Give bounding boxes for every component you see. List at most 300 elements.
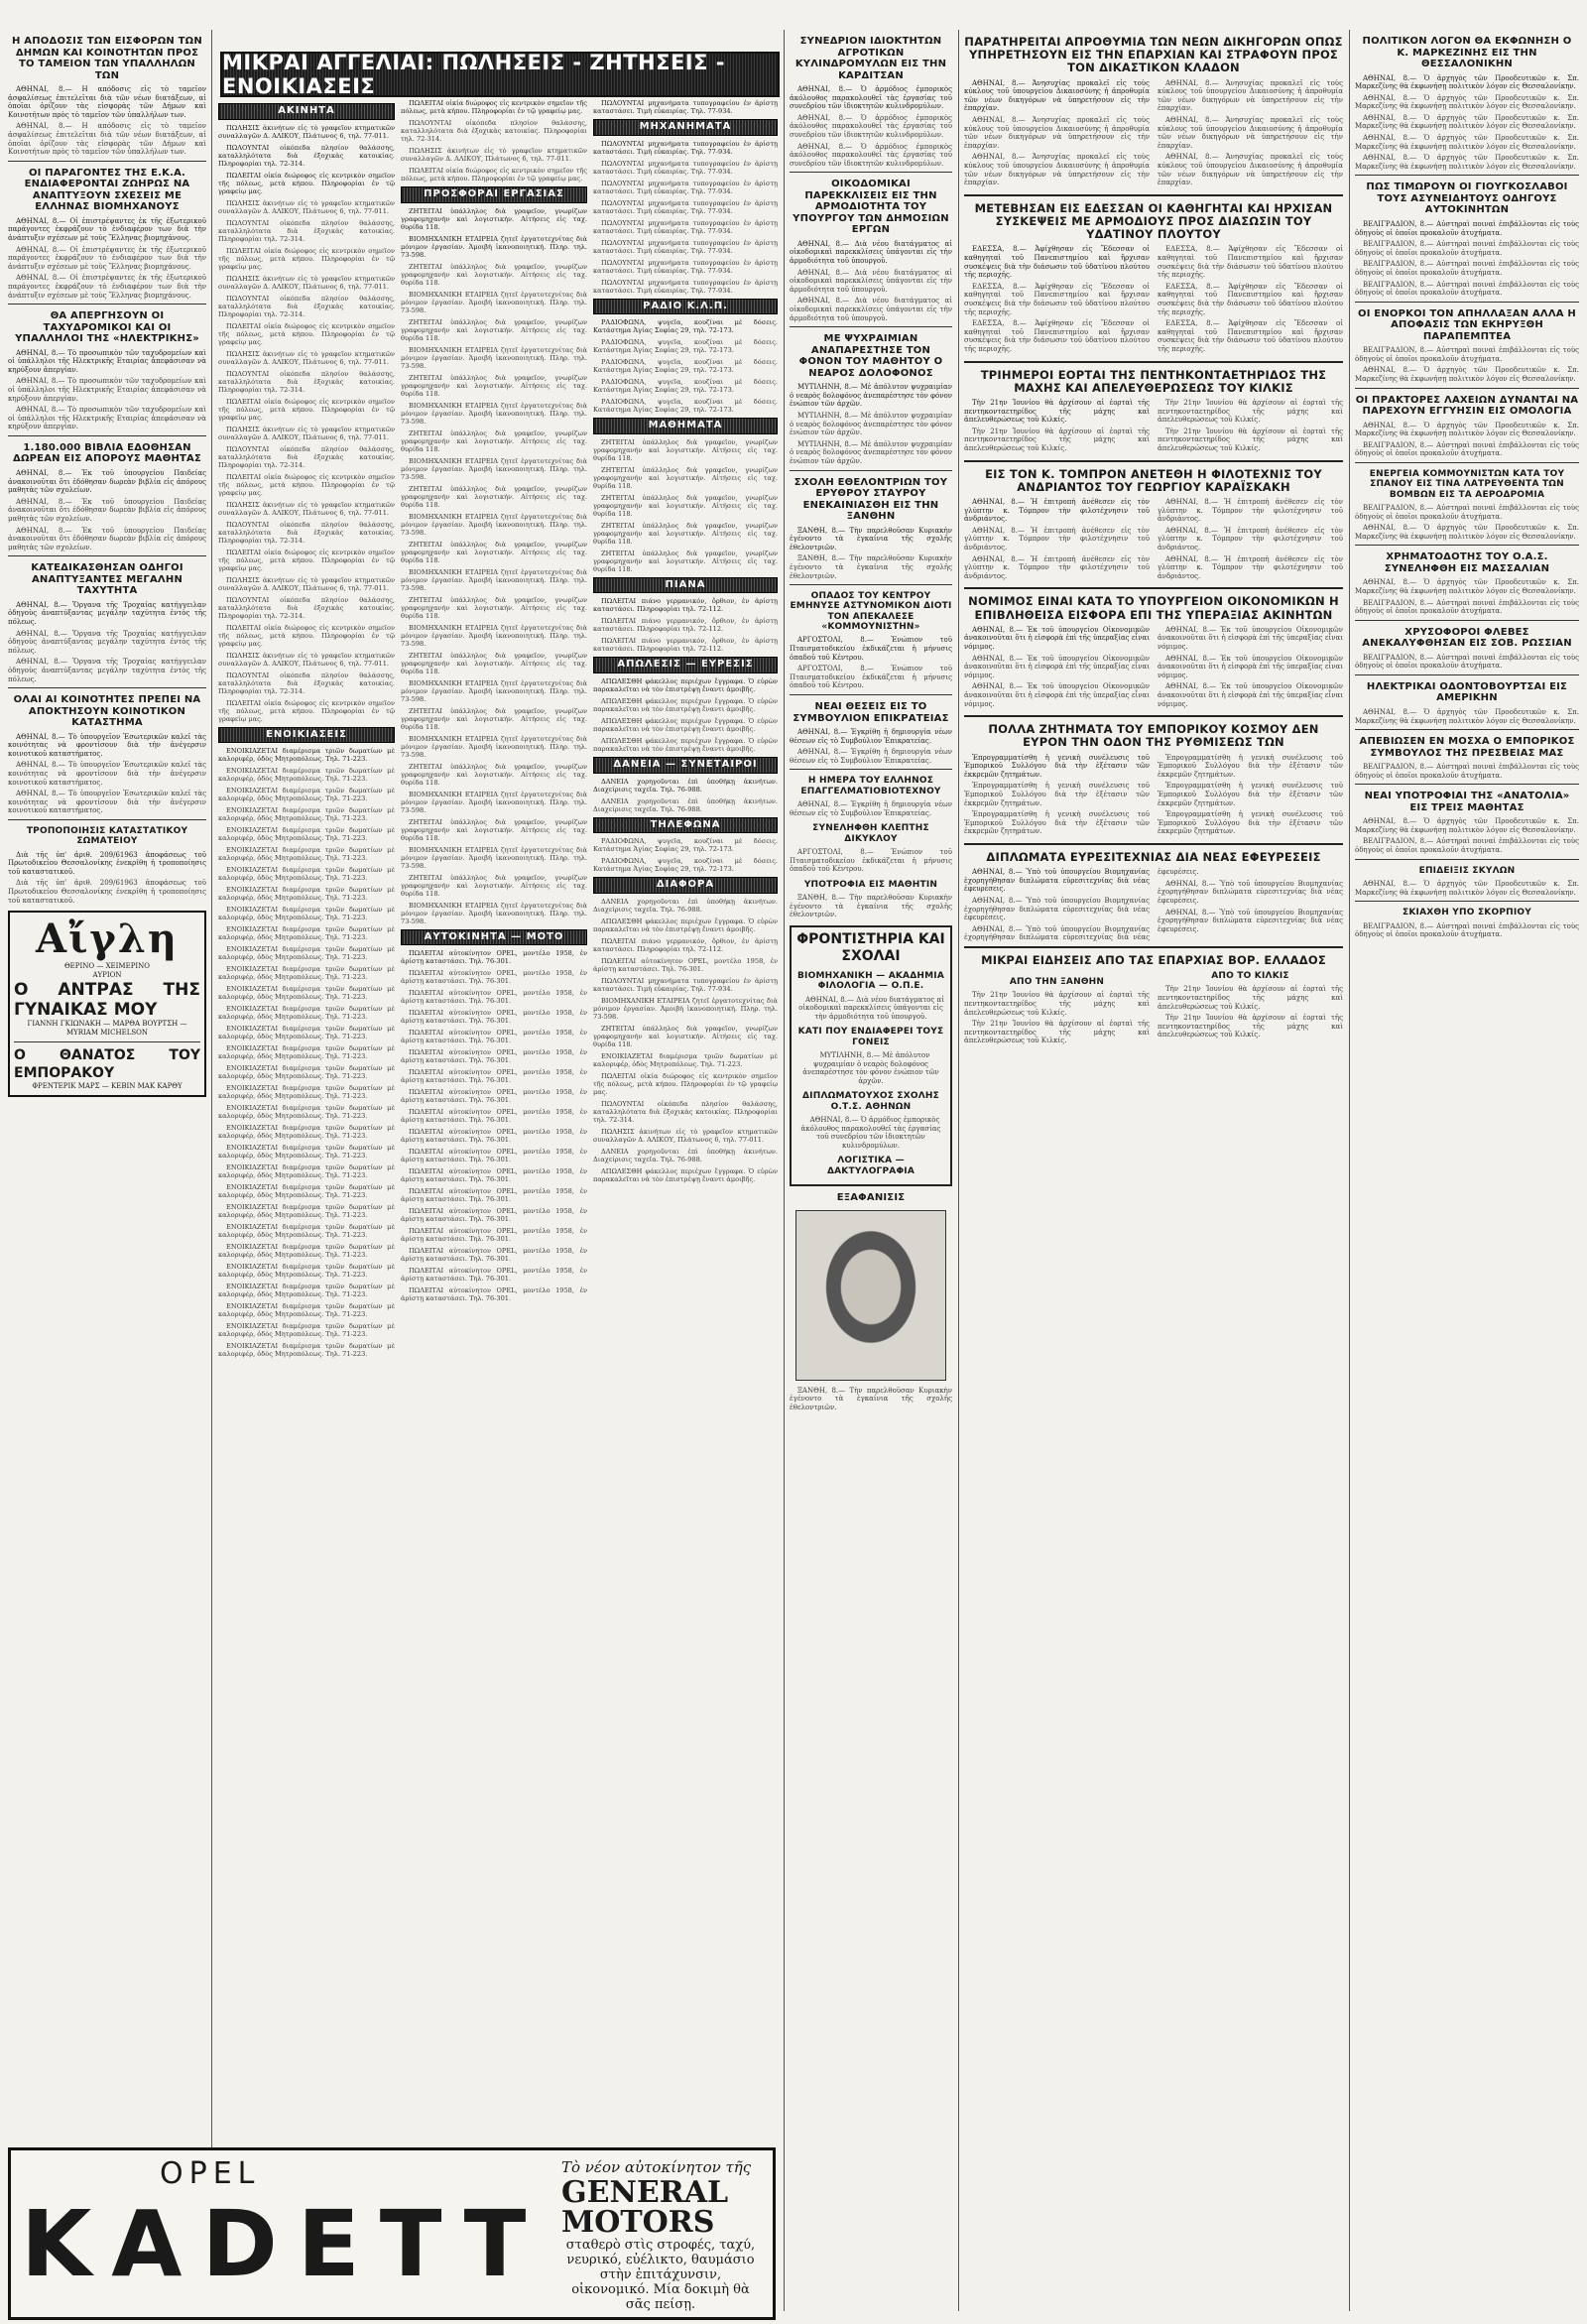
article-text: Ἐπρογραμματίσθη ἡ γενικὴ συνέλευσις τοῦ Ἐμπορικοῦ Συλλόγου διὰ τὴν ἐξέτασιν τῶν ἐκκρεμῶν ζητημάτων. <box>1158 753 1343 779</box>
article-text: ΑΘΗΝΑΙ, 8.— Ὁ ἀρχηγὸς τῶν Προοδευτικῶν κ. Σπ. Μαρκεζίνης θὰ ἐκφωνήσῃ πολιτικὸν λόγον εἰς Θεσσαλονίκην. <box>1355 880 1579 897</box>
classified-ad: ΠΩΛΕΙΤΑΙ αὐτοκίνητον OPEL, μοντέλο 1958, ἐν ἀρίστῃ καταστάσει. Τηλ. 76-301. <box>401 989 587 1006</box>
classified-ad: ΠΩΛΕΙΤΑΙ αὐτοκίνητον OPEL, μοντέλο 1958, ἐν ἀρίστῃ καταστάσει. Τηλ. 76-301. <box>401 1108 587 1125</box>
column-1 <box>8 30 206 1999</box>
classified-ad: ΠΩΛΟΥΝΤΑΙ οἰκόπεδα πλησίον θαλάσσης, καταλληλότατα διὰ ἐξοχικὰς κατοικίας. Πληροφορίαι τηλ. 72-314. <box>218 369 395 394</box>
headline: ΣΚΙΑΧΘΗ ΥΠΟ ΣΚΟΡΠΙΟΥ <box>1403 908 1531 918</box>
classified-ad: ΕΝΟΙΚΙΑΖΕΤΑΙ διαμέρισμα τριῶν δωματίων μὲ καλοριφέρ, ὁδὸς Μητροπόλεως. Τηλ. 71-223. <box>218 866 395 883</box>
classified-ad: ΕΝΟΙΚΙΑΖΕΤΑΙ διαμέρισμα τριῶν δωματίων μὲ καλοριφέρ, ὁδὸς Μητροπόλεως. Τηλ. 71-223. <box>218 1223 395 1240</box>
article-text: Ἐπρογραμματίσθη ἡ γενικὴ συνέλευσις τοῦ Ἐμπορικοῦ Συλλόγου διὰ τὴν ἐξέτασιν τῶν ἐκκρεμῶν ζητημάτων. <box>964 753 1150 779</box>
headline: ΤΡΙΗΜΕΡΟΙ ΕΟΡΤΑΙ ΤΗΣ ΠΕΝΤΗΚΟΝΤΑΕΤΗΡΙΔΟΣ ΤΗΣ ΜΑΧΗΣ ΚΑΙ ΑΠΕΛΕΥΘΕΡΩΣΕΩΣ ΤΟΥ ΚΙΛΚΙΣ <box>980 367 1327 395</box>
classified-ad: ΠΩΛΟΥΝΤΑΙ οἰκόπεδα πλησίον θαλάσσης, καταλληλότατα διὰ ἐξοχικὰς κατοικίας. Πληροφορίαι τηλ. 72-314. <box>218 671 395 695</box>
classified-ad: ΠΩΛΕΙΤΑΙ οἰκία διώροφος εἰς κεντρικὸν σημεῖον τῆς πόλεως, μετὰ κήπου. Πληροφορίαι ἐν τῷ γραφείῳ μας. <box>218 623 395 648</box>
classified-ad: ΕΝΟΙΚΙΑΖΕΤΑΙ διαμέρισμα τριῶν δωματίων μὲ καλοριφέρ, ὁδὸς Μητροπόλεως. Τηλ. 71-223. <box>218 806 395 823</box>
ad-tagline: Τὸ νέον αὐτοκίνητον τῆς <box>561 2158 752 2176</box>
classified-ad: ΠΩΛΕΙΤΑΙ αὐτοκίνητον OPEL, μοντέλο 1958, ἐν ἀρίστῃ καταστάσει. Τηλ. 76-301. <box>593 956 778 973</box>
article-text: ΑΘΗΝΑΙ, 8.— Ὁ ἀρχηγὸς τῶν Προοδευτικῶν κ. Σπ. Μαρκεζίνης θὰ ἐκφωνήσῃ πολιτικὸν λόγον εἰς Θεσσαλονίκην. <box>1355 93 1579 111</box>
classified-ad: ΕΝΟΙΚΙΑΖΕΤΑΙ διαμέρισμα τριῶν δωματίων μὲ καλοριφέρ, ὁδὸς Μητροπόλεως. Τηλ. 71-223. <box>218 1064 395 1081</box>
article-text: ΑΘΗΝΑΙ, 8.— Ὑπὸ τοῦ ὑπουργείου Βιομηχανίας ἐχορηγήθησαν διπλώματα εὑρεσιτεχνίας διὰ νέας ἐφευρέσεις. <box>964 896 1150 922</box>
article-text: ΑΘΗΝΑΙ, 8.— Διὰ νέου διατάγματος αἱ οἰκοδομικαὶ παρεκκλίσεις ὑπάγονται εἰς τὴν ἁρμοδιότητα τοῦ ὑπουργοῦ. <box>790 268 952 294</box>
headline: ΜΕ ΨΥΧΡΑΙΜΙΑΝ ΑΝΑΠΑΡΕΣΤΗΣΕ ΤΟΝ ΦΟΝΟΝ ΤΟΥ ΜΑΘΗΤΟΥ Ο ΝΕΑΡΟΣ ΔΟΛΟΦΟΝΟΣ <box>798 333 943 379</box>
article-text: ΑΘΗΝΑΙ, 8.— Ἐκ τοῦ ὑπουργείου Παιδείας ἀνακοινοῦται ὅτι ἐδόθησαν δωρεὰν βιβλία εἰς ἀπόρους μαθητὰς τῶν σχολείων. <box>8 497 206 523</box>
article-text: ΑΘΗΝΑΙ, 8.— Ὁ ἀρμόδιος ἐμπορικὸς ἀκόλουθος παρακολουθεῖ τὰς ἐργασίας τοῦ συνεδρίου τῶν ἰδιοκτητῶν κυλινδρομύλων. <box>790 113 952 139</box>
article-text: ΑΘΗΝΑΙ, 8.— Ἐκ τοῦ ὑπουργείου Οἰκονομικῶν ἀνακοινοῦται ὅτι ἡ εἰσφορὰ ἐπὶ τῆς ὑπεραξίας εἶναι νόμιμος. <box>1158 654 1343 679</box>
edu-subtitle: ΔΙΠΛΩΜΑΤΟΥΧΟΣ ΣΧΟΛΗΣ Ο.Τ.Σ. ΑΘΗΝΩΝ <box>802 1091 939 1112</box>
article-text: Τὴν 21ην Ἰουνίου θὰ ἀρχίσουν αἱ ἑορταὶ τῆς πεντηκονταετηρίδος τῆς μάχης καὶ ἀπελευθερώσεως τοῦ Κιλκίς. <box>1158 399 1343 425</box>
classified-ad: ΠΩΛΕΙΤΑΙ αὐτοκίνητον OPEL, μοντέλο 1958, ἐν ἀρίστῃ καταστάσει. Τηλ. 76-301. <box>401 1247 587 1264</box>
category-header: ΜΑΘΗΜΑΤΑ <box>593 418 778 434</box>
classified-ad: ΕΝΟΙΚΙΑΖΕΤΑΙ διαμέρισμα τριῶν δωματίων μὲ καλοριφέρ, ὁδὸς Μητροπόλεως. Τηλ. 71-223. <box>218 886 395 903</box>
headline: ΚΑΤΕΔΙΚΑΣΘΗΣΑΝ ΟΔΗΓΟΙ ΑΝΑΠΤΥΞΑΝΤΕΣ ΜΕΓΑΛΗΝ ΤΑΧΥΤΗΤΑ <box>31 562 183 597</box>
classified-ad: ΕΝΟΙΚΙΑΖΕΤΑΙ διαμέρισμα τριῶν δωματίων μὲ καλοριφέρ, ὁδὸς Μητροπόλεως. Τηλ. 71-223. <box>218 747 395 764</box>
article-text: ΑΘΗΝΑΙ, 8.— Ὁ ἀρχηγὸς τῶν Προοδευτικῶν κ. Σπ. Μαρκεζίνης θὰ ἐκφωνήσῃ πολιτικὸν λόγον εἰς Θεσσαλονίκην. <box>1355 113 1579 131</box>
article-text: ΑΘΗΝΑΙ, 8.— Τὸ ὑπουργεῖον Ἐσωτερικῶν καλεῖ τὰς κοινότητας νὰ φροντίσουν διὰ τὴν ἀνέγερσιν κοινοτικοῦ καταστήματος. <box>8 732 206 758</box>
classified-ad: ΔΑΝΕΙΑ χορηγοῦνται ἐπὶ ὑποθήκῃ ἀκινήτων. Διαχείρισις ταχεῖα. Τηλ. 76-988. <box>593 897 778 914</box>
classified-ad: ΕΝΟΙΚΙΑΖΕΤΑΙ διαμέρισμα τριῶν δωματίων μὲ καλοριφέρ, ὁδὸς Μητροπόλεως. Τηλ. 71-223. <box>218 1243 395 1260</box>
article-text: ΑΡΓΟΣΤΟΛΙ, 8.— Ἐνώπιον τοῦ Πταισματοδικείου ἐκδικάζεται ἡ μήνυσις ὀπαδοῦ τοῦ Κέντρου. <box>790 847 952 874</box>
classified-ad: ΖΗΤΕΙΤΑΙ ὑπάλληλος διὰ γραφεῖον, γνωρίζων γραφομηχανήν καὶ λογιστικήν. Αἰτήσεις εἰς ταχ. θυρίδα 118. <box>593 549 778 573</box>
article-text: ΞΑΝΘΗ, 8.— Τὴν παρελθοῦσαν Κυριακὴν ἐγένοντο τὰ ἐγκαίνια τῆς σχολῆς ἐθελοντριῶν. <box>790 894 952 919</box>
headline: ΕΙΣ ΤΟΝ Κ. ΤΟΜΠΡΟΝ ΑΝΕΤΕΘΗ Η ΦΙΛΟΤΕΧΝΙΣ ΤΟΥ ΑΝΔΡΙΑΝΤΟΣ ΤΟΥ ΓΕΩΡΓΙΟΥ ΚΑΡΑΪΣΚΑΚΗ <box>985 466 1322 494</box>
classified-ad: ΡΑΔΙΟΦΩΝΑ, ψυγεῖα, κουζίναι μὲ δόσεις. Κατάστημα Ἀγίας Σοφίας 29, τηλ. 72-173. <box>593 378 778 395</box>
article-text: ΑΘΗΝΑΙ, 8.— Ἐγκρίθη ἡ δημιουργία νέων θέσεων εἰς τὸ Συμβούλιον Ἐπικρατείας. <box>790 748 952 765</box>
classified-ad: ΕΝΟΙΚΙΑΖΕΤΑΙ διαμέρισμα τριῶν δωματίων μὲ καλοριφέρ, ὁδὸς Μητροπόλεως. Τηλ. 71-223. <box>218 945 395 962</box>
article-text: ΑΘΗΝΑΙ, 8.— Ὁ ἀρχηγὸς τῶν Προοδευτικῶν κ. Σπ. Μαρκεζίνης θὰ ἐκφωνήσῃ πολιτικὸν λόγον εἰς Θεσσαλονίκην. <box>1355 578 1579 595</box>
classified-ad: ΕΝΟΙΚΙΑΖΕΤΑΙ διαμέρισμα τριῶν δωματίων μὲ καλοριφέρ, ὁδὸς Μητροπόλεως. Τηλ. 71-223. <box>218 1104 395 1121</box>
classified-ad: ΠΩΛΕΙΤΑΙ οἰκία διώροφος εἰς κεντρικὸν σημεῖον τῆς πόλεως, μετὰ κήπου. Πληροφορίαι ἐν τῷ γραφείῳ μας. <box>218 698 395 723</box>
classified-ad: ΖΗΤΕΙΤΑΙ ὑπάλληλος διὰ γραφεῖον, γνωρίζων γραφομηχανήν καὶ λογιστικήν. Αἰτήσεις εἰς ταχ. θυρίδα 118. <box>593 437 778 462</box>
headline: ΑΠΟ ΤΗΝ ΞΑΝΘΗΝ <box>1009 977 1105 988</box>
classified-ad: ΔΑΝΕΙΑ χορηγοῦνται ἐπὶ ὑποθήκῃ ἀκινήτων. Διαχείρισις ταχεῖα. Τηλ. 76-988. <box>593 796 778 813</box>
classified-ad: ΡΑΔΙΟΦΩΝΑ, ψυγεῖα, κουζίναι μὲ δόσεις. Κατάστημα Ἀγίας Σοφίας 29, τηλ. 72-173. <box>593 318 778 335</box>
category-header: ΑΚΙΝΗΤΑ <box>218 103 395 120</box>
classified-ad: ΠΩΛΕΙΤΑΙ αὐτοκίνητον OPEL, μοντέλο 1958, ἐν ἀρίστῃ καταστάσει. Τηλ. 76-301. <box>401 949 587 966</box>
article-text: ΒΕΛΙΓΡΑΔΙΟΝ, 8.— Αὐστηραὶ ποιναὶ ἐπιβάλλονται εἰς τοὺς ὁδηγοὺς οἱ ὁποῖοι προκαλοῦν ἀτυχήματα. <box>1355 503 1579 521</box>
headline: ΑΠΟ ΤΟ ΚΙΛΚΙΣ <box>1211 971 1289 982</box>
classified-ad: ΠΩΛΕΙΤΑΙ αὐτοκίνητον OPEL, μοντέλο 1958, ἐν ἀρίστῃ καταστάσει. Τηλ. 76-301. <box>401 1167 587 1184</box>
headline: ΤΡΟΠΟΠΟΙΗΣΙΣ ΚΑΤΑΣΤΑΤΙΚΟΥ ΣΩΜΑΤΕΙΟΥ <box>26 825 188 847</box>
classified-ad: ΖΗΤΕΙΤΑΙ ὑπάλληλος διὰ γραφεῖον, γνωρίζων γραφομηχανήν καὶ λογιστικήν. Αἰτήσεις εἰς ταχ. θυρίδα 118. <box>401 817 587 842</box>
article-text: ΜΥΤΙΛΗΝΗ, 8.— Μὲ ἀπόλυτον ψυχραιμίαν ὁ νεαρὸς δολοφόνος ἀνεπαρέστησε τὸν φόνον ἐνώπιον τῶν ἀρχῶν. <box>790 439 952 465</box>
column-rule <box>958 30 959 2311</box>
column-4 <box>790 30 952 2311</box>
article-text: ΕΔΕΣΣΑ, 8.— Ἀφίχθησαν εἰς Ἔδεσσαν οἱ καθηγηταὶ τοῦ Πανεπιστημίου καὶ ἤρχισαν συσκέψεις διὰ τὴν διάσωσιν τοῦ ὑδατίνου πλούτου τῆς περιοχῆς. <box>1158 245 1343 280</box>
classified-ad: ΔΑΝΕΙΑ χορηγοῦνται ἐπὶ ὑποθήκῃ ἀκινήτων. Διαχείρισις ταχεῖα. Τηλ. 76-988. <box>593 1147 778 1163</box>
article-text: ΕΔΕΣΣΑ, 8.— Ἀφίχθησαν εἰς Ἔδεσσαν οἱ καθηγηταὶ τοῦ Πανεπιστημίου καὶ ἤρχισαν συσκέψεις διὰ τὴν διάσωσιν τοῦ ὑδατίνου πλούτου τῆς περιοχῆς. <box>1158 282 1343 316</box>
classified-ad: ΠΩΛΕΙΤΑΙ αὐτοκίνητον OPEL, μοντέλο 1958, ἐν ἀρίστῃ καταστάσει. Τηλ. 76-301. <box>401 1207 587 1224</box>
article-text: ΑΘΗΝΑΙ, 8.— Ἀνησυχίας προκαλεῖ εἰς τοὺς κύκλους τοῦ ὑπουργείου Δικαιοσύνης ἡ ἀπροθυμία τῶν νέων δικηγόρων νὰ ὑπηρετήσουν εἰς τὴν ἐπαρχίαν. <box>964 153 1150 187</box>
classified-ad: ΠΩΛΟΥΝΤΑΙ μηχανήματα τυπογραφείου ἐν ἀρίστῃ καταστάσει. Τιμὴ εὐκαιρίας. Τηλ. 77-934. <box>593 218 778 235</box>
headline: ΧΡΗΜΑΤΟΔΟΤΗΣ ΤΟΥ Ο.Α.Σ. ΣΥΝΕΛΗΦΘΗ ΕΙΣ ΜΑΣΣΑΛΙΑΝ <box>1384 551 1550 574</box>
article-text: ΑΘΗΝΑΙ, 8.— Ὅργανα τῆς Τροχαίας κατήγγειλαν ὁδηγοὺς ἀναπτύξαντας μεγάλην ταχύτητα ἐντὸς τῆς πόλεως. <box>8 600 206 626</box>
article-text: ΜΥΤΙΛΗΝΗ, 8.— Μὲ ἀπόλυτον ψυχραιμίαν ὁ νεαρὸς δολοφόνος ἀνεπαρέστησε τὸν φόνον ἐνώπιον τῶν ἀρχῶν. <box>790 411 952 437</box>
classified-ad: ΕΝΟΙΚΙΑΖΕΤΑΙ διαμέρισμα τριῶν δωματίων μὲ καλοριφέρ, ὁδὸς Μητροπόλεως. Τηλ. 71-223. <box>593 1051 778 1068</box>
classified-ad: ΡΑΔΙΟΦΩΝΑ, ψυγεῖα, κουζίναι μὲ δόσεις. Κατάστημα Ἀγίας Σοφίας 29, τηλ. 72-173. <box>593 857 778 874</box>
article-text: ΑΘΗΝΑΙ, 8.— Ὑπὸ τοῦ ὑπουργείου Βιομηχανίας ἐχορηγήθησαν διπλώματα εὑρεσιτεχνίας διὰ νέας ἐφευρέσεις. <box>1158 879 1343 905</box>
article-text: ΑΘΗΝΑΙ, 8.— Ὁ ἀρχηγὸς τῶν Προοδευτικῶν κ. Σπ. Μαρκεζίνης θὰ ἐκφωνήσῃ πολιτικὸν λόγον εἰς Θεσσαλονίκην. <box>1355 73 1579 91</box>
classified-ad: ΕΝΟΙΚΙΑΖΕΤΑΙ διαμέρισμα τριῶν δωματίων μὲ καλοριφέρ, ὁδὸς Μητροπόλεως. Τηλ. 71-223. <box>218 1283 395 1299</box>
classified-ad: ΖΗΤΕΙΤΑΙ ὑπάλληλος διὰ γραφεῖον, γνωρίζων γραφομηχανήν καὶ λογιστικήν. Αἰτήσεις εἰς ταχ. θυρίδα 118. <box>401 706 587 731</box>
category-header: ΤΗΛΕΦΩΝΑ <box>593 817 778 834</box>
classified-ad: ΒΙΟΜΗΧΑΝΙΚΗ ΕΤΑΙΡΕΙΑ ζητεῖ ἐργατοτεχνίτας διὰ μόνιμον ἐργασίαν. Ἀμοιβὴ ἱκανοποιητική. Πληρ. τηλ. 73-598. <box>401 734 587 759</box>
classified-ad: ΒΙΟΜΗΧΑΝΙΚΗ ΕΤΑΙΡΕΙΑ ζητεῖ ἐργατοτεχνίτας διὰ μόνιμον ἐργασίαν. Ἀμοιβὴ ἱκανοποιητική. Πληρ. τηλ. 73-598. <box>401 401 587 426</box>
article-text: Ἐπρογραμματίσθη ἡ γενικὴ συνέλευσις τοῦ Ἐμπορικοῦ Συλλόγου διὰ τὴν ἐξέτασιν τῶν ἐκκρεμῶν ζητημάτων. <box>1158 782 1343 807</box>
classified-ad: ΠΩΛΗΣΙΣ ἀκινήτων εἰς τὸ γραφεῖον κτηματικῶν συναλλαγῶν Δ. ΑΛΙΚΟΥ, Πλάτωνος 6, τηλ. 77-011. <box>218 500 395 517</box>
classified-ad: ΠΩΛΗΣΙΣ ἀκινήτων εἰς τὸ γραφεῖον κτηματικῶν συναλλαγῶν Δ. ΑΛΙΚΟΥ, Πλάτωνος 6, τηλ. 77-011. <box>218 575 395 592</box>
column-5 <box>964 30 1343 2311</box>
headline: ΟΛΑΙ ΑΙ ΚΟΙΝΟΤΗΤΕΣ ΠΡΕΠΕΙ ΝΑ ΑΠΟΚΤΗΣΟΥΝ ΚΟΙΝΟΤΙΚΟΝ ΚΑΤΑΣΤΗΜΑ <box>13 694 201 729</box>
article-text: ΑΘΗΝΑΙ, 8.— Ὁ ἀρχηγὸς τῶν Προοδευτικῶν κ. Σπ. Μαρκεζίνης θὰ ἐκφωνήσῃ πολιτικὸν λόγον εἰς Θεσσαλονίκην. <box>1355 817 1579 834</box>
ad-description: σταθερὸ στὶς στροφές, ταχύ, νευρικό, εὐέλικτο, θαυμάσιο στὴν ἐπιτάχυνσιν, οἰκονομικό. Μία δοκιμὴ θὰ σᾶς πείσῃ. <box>565 2238 756 2312</box>
article-text: ΑΘΗΝΑΙ, 8.— Ἡ ἐπιτροπὴ ἀνέθεσεν εἰς τὸν γλύπτην κ. Τόμπρον τὴν φιλοτέχνησιν τοῦ ἀνδριάντος. <box>1158 554 1343 580</box>
category-header: ΔΙΑΦΟΡΑ <box>593 877 778 894</box>
headline: ΟΙΚΟΔΟΜΙΚΑΙ ΠΑΡΕΚΚΛΙΣΕΙΣ ΕΙΣ ΤΗΝ ΑΡΜΟΔΙΟΤΗΤΑ ΤΟΥ ΥΠΟΥΡΓΟΥ ΤΩΝ ΔΗΜΟΣΙΩΝ ΕΡΓΩΝ <box>793 179 949 236</box>
article-text: ΒΕΛΙΓΡΑΔΙΟΝ, 8.— Αὐστηραὶ ποιναὶ ἐπιβάλλονται εἰς τοὺς ὁδηγοὺς οἱ ὁποῖοι προκαλοῦν ἀτυχήματα. <box>1355 219 1579 237</box>
cinema-name: Αἴγλη <box>36 916 179 963</box>
article-text: ΑΘΗΝΑΙ, 8.— Οἱ ἐπιστρέψαντες ἐκ τῆς ἐξωτερικοῦ παράγοντες ἐκφράζουν τὸ ἐνδιαφέρον των διὰ τὴν ἀνάπτυξιν σχέσεων μὲ τοὺς Ἕλληνας βιομηχάνους. <box>8 245 206 271</box>
category-header: ΑΠΩΛΕΣΙΣ — ΕΥΡΕΣΙΣ <box>593 657 778 673</box>
article-text: ΑΘΗΝΑΙ, 8.— Ἀνησυχίας προκαλεῖ εἰς τοὺς κύκλους τοῦ ὑπουργείου Δικαιοσύνης ἡ ἀπροθυμία τῶν νέων δικηγόρων νὰ ὑπηρετήσουν εἰς τὴν ἐπαρχίαν. <box>1158 116 1343 150</box>
article-text: ΒΕΛΙΓΡΑΔΙΟΝ, 8.— Αὐστηραὶ ποιναὶ ἐπιβάλλονται εἰς τοὺς ὁδηγοὺς οἱ ὁποῖοι προκαλοῦν ἀτυχήματα. <box>1355 240 1579 257</box>
article-text: ΑΘΗΝΑΙ, 8.— Τὸ ὑπουργεῖον Ἐσωτερικῶν καλεῖ τὰς κοινότητας νὰ φροντίσουν διὰ τὴν ἀνέγερσιν κοινοτικοῦ καταστήματος. <box>8 761 206 787</box>
classified-ad: ΕΝΟΙΚΙΑΖΕΤΑΙ διαμέρισμα τριῶν δωματίων μὲ καλοριφέρ, ὁδὸς Μητροπόλεως. Τηλ. 71-223. <box>218 965 395 982</box>
article-text: Τὴν 21ην Ἰουνίου θὰ ἀρχίσουν αἱ ἑορταὶ τῆς πεντηκονταετηρίδος τῆς μάχης καὶ ἀπελευθερώσεως τοῦ Κιλκίς. <box>1158 427 1343 452</box>
classifieds-column <box>593 99 778 2138</box>
article-text: Ἐπρογραμματίσθη ἡ γενικὴ συνέλευσις τοῦ Ἐμπορικοῦ Συλλόγου διὰ τὴν ἐξέτασιν τῶν ἐκκρεμῶν ζητημάτων. <box>964 810 1150 836</box>
article-text: ΑΘΗΝΑΙ, 8.— Ἐκ τοῦ ὑπουργείου Οἰκονομικῶν ἀνακοινοῦται ὅτι ἡ εἰσφορὰ ἐπὶ τῆς ὑπεραξίας εἶναι νόμιμος. <box>964 625 1150 651</box>
headline: Η ΗΜΕΡΑ ΤΟΥ ΕΛΛΗΝΟΣ ΕΠΑΓΓΕΛΜΑΤΙΟΒΙΟΤΕΧΝΟΥ <box>800 776 941 796</box>
classified-ad: ΠΩΛΕΙΤΑΙ αὐτοκίνητον OPEL, μοντέλο 1958, ἐν ἀρίστῃ καταστάσει. Τηλ. 76-301. <box>401 1148 587 1164</box>
classified-ad: ΠΩΛΗΣΙΣ ἀκινήτων εἰς τὸ γραφεῖον κτηματικῶν συναλλαγῶν Δ. ΑΛΙΚΟΥ, Πλάτωνος 6, τηλ. 77-011. <box>218 425 395 441</box>
classified-ad: ΒΙΟΜΗΧΑΝΙΚΗ ΕΤΑΙΡΕΙΑ ζητεῖ ἐργατοτεχνίτας διὰ μόνιμον ἐργασίαν. Ἀμοιβὴ ἱκανοποιητική. Πληρ. τηλ. 73-598. <box>401 567 587 592</box>
classified-ad: ΠΩΛΕΙΤΑΙ αὐτοκίνητον OPEL, μοντέλο 1958, ἐν ἀρίστῃ καταστάσει. Τηλ. 76-301. <box>401 1267 587 1284</box>
article-text: ΑΘΗΝΑΙ, 8.— Ὑπὸ τοῦ ὑπουργείου Βιομηχανίας ἐχορηγήθησαν διπλώματα εὑρεσιτεχνίας διὰ νέας ἐφευρέσεις. <box>1158 908 1343 933</box>
article-text: ΕΔΕΣΣΑ, 8.— Ἀφίχθησαν εἰς Ἔδεσσαν οἱ καθηγηταὶ τοῦ Πανεπιστημίου καὶ ἤρχισαν συσκέψεις διὰ τὴν διάσωσιν τοῦ ὑδατίνου πλούτου τῆς περιοχῆς. <box>1158 319 1343 353</box>
category-header: ΔΑΝΕΙΑ — ΣΥΝΕΤΑΙΡΟΙ <box>593 757 778 774</box>
article-text: ΑΘΗΝΑΙ, 8.— Τὸ προσωπικὸν τῶν ταχυδρομείων καὶ οἱ ὑπάλληλοι τῆς Ηλεκτρικῆς Εταιρίας ἀπεφάσισαν νὰ κηρύξουν ἀπεργίαν. <box>8 406 206 431</box>
classified-ad: ΠΩΛΟΥΝΤΑΙ οἰκόπεδα πλησίον θαλάσσης, καταλληλότατα διὰ ἐξοχικὰς κατοικίας. Πληροφορίαι τηλ. 72-314. <box>593 1099 778 1124</box>
classified-ad: ΠΩΛΗΣΙΣ ἀκινήτων εἰς τὸ γραφεῖον κτηματικῶν συναλλαγῶν Δ. ΑΛΙΚΟΥ, Πλάτωνος 6, τηλ. 77-011. <box>593 1127 778 1144</box>
column-6 <box>1355 30 1579 2311</box>
classified-ad: ΑΠΩΛΕΣΘΗ φάκελλος περιέχων ἔγγραφα. Ὁ εὑρὼν παρακαλεῖται νὰ τὸν ἐπιστρέψῃ ἔναντι ἀμοιβῆς. <box>593 1166 778 1183</box>
portrait-photo <box>795 1210 946 1381</box>
article-text: Τὴν 21ην Ἰουνίου θὰ ἀρχίσουν αἱ ἑορταὶ τῆς πεντηκονταετηρίδος τῆς μάχης καὶ ἀπελευθερώσεως τοῦ Κιλκίς. <box>1158 1014 1343 1040</box>
article-text: Διὰ τῆς ὑπ' ἀριθ. 209/61963 ἀποφάσεως τοῦ Πρωτοδικείου Θεσσαλονίκης ἐνεκρίθη ἡ τροποποίησις τοῦ καταστατικοῦ. <box>8 850 206 876</box>
article-text: ΑΘΗΝΑΙ, 8.— Ἡ ἐπιτροπὴ ἀνέθεσεν εἰς τὸν γλύπτην κ. Τόμπρον τὴν φιλοτέχνησιν τοῦ ἀνδριάντος. <box>964 526 1150 551</box>
article-text: ΑΘΗΝΑΙ, 8.— Διὰ νέου διατάγματος αἱ οἰκοδομικαὶ παρεκκλίσεις ὑπάγονται εἰς τὴν ἁρμοδιότητα τοῦ ὑπουργοῦ. <box>790 297 952 322</box>
classified-ad: ΒΙΟΜΗΧΑΝΙΚΗ ΕΤΑΙΡΕΙΑ ζητεῖ ἐργατοτεχνίτας διὰ μόνιμον ἐργασίαν. Ἀμοιβὴ ἱκανοποιητική. Πληρ. τηλ. 73-598. <box>401 234 587 259</box>
classified-ad: ΕΝΟΙΚΙΑΖΕΤΑΙ διαμέρισμα τριῶν δωματίων μὲ καλοριφέρ, ὁδὸς Μητροπόλεως. Τηλ. 71-223. <box>218 906 395 922</box>
article-text: ΑΘΗΝΑΙ, 8.— Ὁ ἀρχηγὸς τῶν Προοδευτικῶν κ. Σπ. Μαρκεζίνης θὰ ἐκφωνήσῃ πολιτικὸν λόγον εἰς Θεσσαλονίκην. <box>1355 524 1579 541</box>
classified-ad: ΒΙΟΜΗΧΑΝΙΚΗ ΕΤΑΙΡΕΙΑ ζητεῖ ἐργατοτεχνίτας διὰ μόνιμον ἐργασίαν. Ἀμοιβὴ ἱκανοποιητική. Πληρ. τηλ. 73-598. <box>401 345 587 370</box>
classified-ad: ΠΩΛΕΙΤΑΙ οἰκία διώροφος εἰς κεντρικὸν σημεῖον τῆς πόλεως, μετὰ κήπου. Πληροφορίαι ἐν τῷ γραφείῳ μας. <box>218 548 395 572</box>
article-text: ΑΘΗΝΑΙ, 8.— Ἀνησυχίας προκαλεῖ εἰς τοὺς κύκλους τοῦ ὑπουργείου Δικαιοσύνης ἡ ἀπροθυμία τῶν νέων δικηγόρων νὰ ὑπηρετήσουν εἰς τὴν ἐπαρχίαν. <box>964 78 1150 113</box>
article-text: ΞΑΝΘΗ, 8.— Τὴν παρελθοῦσαν Κυριακὴν ἐγένοντο τὰ ἐγκαίνια τῆς σχολῆς ἐθελοντριῶν. <box>790 1386 952 1411</box>
classified-ad: ΠΩΛΕΙΤΑΙ αὐτοκίνητον OPEL, μοντέλο 1958, ἐν ἀρίστῃ καταστάσει. Τηλ. 76-301. <box>401 1187 587 1204</box>
ad-maker-line: GENERAL <box>561 2175 729 2210</box>
article-text: ΑΘΗΝΑΙ, 8.— Ὁ ἀρχηγὸς τῶν Προοδευτικῶν κ. Σπ. Μαρκεζίνης θὰ ἐκφωνήσῃ πολιτικὸν λόγον εἰς Θεσσαλονίκην. <box>1355 366 1579 383</box>
classified-ad: ΖΗΤΕΙΤΑΙ ὑπάλληλος διὰ γραφεῖον, γνωρίζων γραφομηχανήν καὶ λογιστικήν. Αἰτήσεις εἰς ταχ. θυρίδα 118. <box>401 206 587 231</box>
headline: Η ΑΠΟΔΟΣΙΣ ΤΩΝ ΕΙΣΦΟΡΩΝ ΤΩΝ ΔΗΜΩΝ ΚΑΙ ΚΟΙΝΟΤΗΤΩΝ ΠΡΟΣ ΤΟ ΤΑΜΕΙΟΝ ΤΩΝ ΥΠΑΛΛΗΛΩΝ ΤΩΝ <box>12 36 202 81</box>
classified-ad: ΖΗΤΕΙΤΑΙ ὑπάλληλος διὰ γραφεῖον, γνωρίζων γραφομηχανήν καὶ λογιστικήν. Αἰτήσεις εἰς ταχ. θυρίδα 118. <box>401 595 587 620</box>
article-text: ΑΘΗΝΑΙ, 8.— Ἐγκρίθη ἡ δημιουργία νέων θέσεων εἰς τὸ Συμβούλιον Ἐπικρατείας. <box>790 728 952 745</box>
classified-ad: ΠΩΛΕΙΤΑΙ οἰκία διώροφος εἰς κεντρικὸν σημεῖον τῆς πόλεως, μετὰ κήπου. Πληροφορίαι ἐν τῷ γραφείῳ μας. <box>401 167 587 183</box>
classified-ad: ΠΩΛΟΥΝΤΑΙ οἰκόπεδα πλησίον θαλάσσης, καταλληλότατα διὰ ἐξοχικὰς κατοικίας. Πληροφορίαι τηλ. 72-314. <box>401 119 587 143</box>
article-text: ΑΘΗΝΑΙ, 8.— Τὸ ὑπουργεῖον Ἐσωτερικῶν καλεῖ τὰς κοινότητας νὰ φροντίσουν διὰ τὴν ἀνέγερσιν κοινοτικοῦ καταστήματος. <box>8 790 206 815</box>
classified-ad: ΠΩΛΕΙΤΑΙ οἰκία διώροφος εἰς κεντρικὸν σημεῖον τῆς πόλεως, μετὰ κήπου. Πληροφορίαι ἐν τῷ γραφείῳ μας. <box>218 171 395 195</box>
classified-ad: ΠΩΛΟΥΝΤΑΙ μηχανήματα τυπογραφείου ἐν ἀρίστῃ καταστάσει. Τιμὴ εὐκαιρίας. Τηλ. 77-934. <box>593 159 778 176</box>
article-text: ΑΘΗΝΑΙ, 8.— Τὸ προσωπικὸν τῶν ταχυδρομείων καὶ οἱ ὑπάλληλοι τῆς Ηλεκτρικῆς Εταιρίας ἀπεφάσισαν νὰ κηρύξουν ἀπεργίαν. <box>8 377 206 403</box>
classified-ad: ΕΝΟΙΚΙΑΖΕΤΑΙ διαμέρισμα τριῶν δωματίων μὲ καλοριφέρ, ὁδὸς Μητροπόλεως. Τηλ. 71-223. <box>218 1263 395 1280</box>
article-text: ΒΕΛΙΓΡΑΔΙΟΝ, 8.— Αὐστηραὶ ποιναὶ ἐπιβάλλονται εἰς τοὺς ὁδηγοὺς οἱ ὁποῖοι προκαλοῦν ἀτυχήματα. <box>1355 440 1579 458</box>
film-cast: ΦΡΕΝΤΕΡΙΚ ΜΑΡΣ — ΚΕΒΙΝ ΜΑΚ ΚΑΡΘΥ <box>32 1082 183 1091</box>
headline: ΠΟΛΛΑ ΖΗΤΗΜΑΤΑ ΤΟΥ ΕΜΠΟΡΙΚΟΥ ΚΟΣΜΟΥ ΔΕΝ ΕΥΡΟΝ ΤΗΝ ΟΔΟΝ ΤΗΣ ΡΥΘΜΙΣΕΩΣ ΤΩΝ <box>988 722 1319 750</box>
classifieds-column <box>218 99 395 2138</box>
classified-ad: ΠΩΛΗΣΙΣ ἀκινήτων εἰς τὸ γραφεῖον κτηματικῶν συναλλαγῶν Δ. ΑΛΙΚΟΥ, Πλάτωνος 6, τηλ. 77-011. <box>401 147 587 163</box>
article-text: ΒΕΛΙΓΡΑΔΙΟΝ, 8.— Αὐστηραὶ ποιναὶ ἐπιβάλλονται εἰς τοὺς ὁδηγοὺς οἱ ὁποῖοι προκαλοῦν ἀτυχήματα. <box>1355 763 1579 780</box>
article-text: ΒΕΛΙΓΡΑΔΙΟΝ, 8.— Αὐστηραὶ ποιναὶ ἐπιβάλλονται εἰς τοὺς ὁδηγοὺς οἱ ὁποῖοι προκαλοῦν ἀτυχήματα. <box>1355 921 1579 939</box>
article-text: ΑΡΓΟΣΤΟΛΙ, 8.— Ἐνώπιον τοῦ Πταισματοδικείου ἐκδικάζεται ἡ μήνυσις ὀπαδοῦ τοῦ Κέντρου. <box>790 636 952 662</box>
article-text: ΑΘΗΝΑΙ, 8.— Ἡ ἐπιτροπὴ ἀνέθεσεν εἰς τὸν γλύπτην κ. Τόμπρον τὴν φιλοτέχνησιν τοῦ ἀνδριάντος. <box>964 554 1150 580</box>
cinema-ad <box>8 911 206 1097</box>
ad-model: KADETT <box>21 2191 547 2297</box>
classified-ad: ΠΩΛΟΥΝΤΑΙ οἰκόπεδα πλησίον θαλάσσης, καταλληλότατα διὰ ἐξοχικὰς κατοικίας. Πληροφορίαι τηλ. 72-314. <box>218 218 395 243</box>
article-text: ΑΘΗΝΑΙ, 8.— Ἐκ τοῦ ὑπουργείου Οἰκονομικῶν ἀνακοινοῦται ὅτι ἡ εἰσφορὰ ἐπὶ τῆς ὑπεραξίας εἶναι νόμιμος. <box>964 654 1150 679</box>
classified-ad: ΠΩΛΕΙΤΑΙ οἰκία διώροφος εἰς κεντρικὸν σημεῖον τῆς πόλεως, μετὰ κήπου. Πληροφορίαι ἐν τῷ γραφείῳ μας. <box>218 397 395 422</box>
classified-ad: ΖΗΤΕΙΤΑΙ ὑπάλληλος διὰ γραφεῖον, γνωρίζων γραφομηχανήν καὶ λογιστικήν. Αἰτήσεις εἰς ταχ. θυρίδα 118. <box>401 373 587 398</box>
classified-ad: ΠΩΛΕΙΤΑΙ αὐτοκίνητον OPEL, μοντέλο 1958, ἐν ἀρίστῃ καταστάσει. Τηλ. 76-301. <box>401 1048 587 1065</box>
article-text: ΑΘΗΝΑΙ, 8.— Οἱ ἐπιστρέψαντες ἐκ τῆς ἐξωτερικοῦ παράγοντες ἐκφράζουν τὸ ἐνδιαφέρον των διὰ τὴν ἀνάπτυξιν σχέσεων μὲ τοὺς Ἕλληνας βιομηχάνους. <box>8 216 206 242</box>
classified-ad: ΕΝΟΙΚΙΑΖΕΤΑΙ διαμέρισμα τριῶν δωματίων μὲ καλοριφέρ, ὁδὸς Μητροπόλεως. Τηλ. 71-223. <box>218 925 395 942</box>
classified-ad: ΠΩΛΟΥΝΤΑΙ μηχανήματα τυπογραφείου ἐν ἀρίστῃ καταστάσει. Τιμὴ εὐκαιρίας. Τηλ. 77-934. <box>593 258 778 275</box>
headline: 1.180.000 ΒΙΒΛΙΑ ΕΔΟΘΗΣΑΝ ΔΩΡΕΑΝ ΕΙΣ ΑΠΟΡΟΥΣ ΜΑΘΗΤΑΣ <box>13 441 201 465</box>
ad-maker-line: MOTORS <box>561 2205 715 2240</box>
classified-ad: ΒΙΟΜΗΧΑΝΙΚΗ ΕΤΑΙΡΕΙΑ ζητεῖ ἐργατοτεχνίτας διὰ μόνιμον ἐργασίαν. Ἀμοιβὴ ἱκανοποιητική. Πληρ. τηλ. 73-598. <box>401 845 587 870</box>
education-box <box>790 925 952 1186</box>
film-title: Ο ΑΝΤΡΑΣ ΤΗΣ ΓΥΝΑΙΚΑΣ ΜΟΥ <box>14 980 200 1021</box>
article-text: ΑΘΗΝΑΙ, 8.— Ἐκ τοῦ ὑπουργείου Οἰκονομικῶν ἀνακοινοῦται ὅτι ἡ εἰσφορὰ ἐπὶ τῆς ὑπεραξίας εἶναι νόμιμος. <box>964 682 1150 708</box>
article-text: ΑΘΗΝΑΙ, 8.— Ὁ ἀρχηγὸς τῶν Προοδευτικῶν κ. Σπ. Μαρκεζίνης θὰ ἐκφωνήσῃ πολιτικὸν λόγον εἰς Θεσσαλονίκην. <box>1355 154 1579 171</box>
classified-ad: ΑΠΩΛΕΣΘΗ φάκελλος περιέχων ἔγγραφα. Ὁ εὑρὼν παρακαλεῖται νὰ τὸν ἐπιστρέψῃ ἔναντι ἀμοιβῆς. <box>593 917 778 933</box>
classified-ad: ΖΗΤΕΙΤΑΙ ὑπάλληλος διὰ γραφεῖον, γνωρίζων γραφομηχανήν καὶ λογιστικήν. Αἰτήσεις εἰς ταχ. θυρίδα 118. <box>593 465 778 490</box>
classified-ad: ΠΩΛΕΙΤΑΙ αὐτοκίνητον OPEL, μοντέλο 1958, ἐν ἀρίστῃ καταστάσει. Τηλ. 76-301. <box>401 969 587 986</box>
ad-brand: OPEL <box>160 2156 261 2191</box>
article-text: ΑΘΗΝΑΙ, 8.— Ἐγκρίθη ἡ δημιουργία νέων θέσεων εἰς τὸ Συμβούλιον Ἐπικρατείας. <box>790 800 952 817</box>
headline: ΝΟΜΙΜΟΣ ΕΙΝΑΙ ΚΑΤΑ ΤΟ ΥΠΟΥΡΓΕΙΟΝ ΟΙΚΟΝΟΜΙΚΩΝ Η ΕΠΙΒΛΗΘΕΙΣΑ ΕΙΣΦΟΡΑ ΕΠΙ ΤΗΣ ΥΠΕΡΑΞΙΑΣ ΑΚΙΝΗΤΩΝ <box>968 594 1339 622</box>
article-text: ΑΘΗΝΑΙ, 8.— Τὸ προσωπικὸν τῶν ταχυδρομείων καὶ οἱ ὑπάλληλοι τῆς Ηλεκτρικῆς Εταιρίας ἀπεφάσισαν νὰ κηρύξουν ἀπεργίαν. <box>8 348 206 374</box>
classified-ad: ΠΩΛΕΙΤΑΙ αὐτοκίνητον OPEL, μοντέλο 1958, ἐν ἀρίστῃ καταστάσει. Τηλ. 76-301. <box>401 1227 587 1244</box>
film-cast: ΓΙΑΝΝΗ ΓΚΙΩΝΑΚΗ — ΜΑΡΘΑ ΒΟΥΡΤΣΗ — ΜΥRIAM MICHELSON <box>27 1020 187 1038</box>
classified-ad: ΒΙΟΜΗΧΑΝΙΚΗ ΕΤΑΙΡΕΙΑ ζητεῖ ἐργατοτεχνίτας διὰ μόνιμον ἐργασίαν. Ἀμοιβὴ ἱκανοποιητική. Πληρ. τηλ. 73-598. <box>401 623 587 648</box>
classified-ad: ΖΗΤΕΙΤΑΙ ὑπάλληλος διὰ γραφεῖον, γνωρίζων γραφομηχανήν καὶ λογιστικήν. Αἰτήσεις εἰς ταχ. θυρίδα 118. <box>593 521 778 546</box>
opel-kadett-ad <box>8 2147 776 2320</box>
classified-ad: ΕΝΟΙΚΙΑΖΕΤΑΙ διαμέρισμα τριῶν δωματίων μὲ καλοριφέρ, ὁδὸς Μητροπόλεως. Τηλ. 71-223. <box>218 1144 395 1161</box>
article-text: ΒΕΛΙΓΡΑΔΙΟΝ, 8.— Αὐστηραὶ ποιναὶ ἐπιβάλλονται εἰς τοὺς ὁδηγοὺς οἱ ὁποῖοι προκαλοῦν ἀτυχήματα. <box>1355 280 1579 298</box>
classifieds-column <box>401 99 587 2138</box>
article-text: ΒΕΛΙΓΡΑΔΙΟΝ, 8.— Αὐστηραὶ ποιναὶ ἐπιβάλλονται εἰς τοὺς ὁδηγοὺς οἱ ὁποῖοι προκαλοῦν ἀτυχήματα. <box>1355 260 1579 277</box>
classified-ad: ΕΝΟΙΚΙΑΖΕΤΑΙ διαμέρισμα τριῶν δωματίων μὲ καλοριφέρ, ὁδὸς Μητροπόλεως. Τηλ. 71-223. <box>218 1203 395 1220</box>
classified-ad: ΒΙΟΜΗΧΑΝΙΚΗ ΕΤΑΙΡΕΙΑ ζητεῖ ἐργατοτεχνίτας διὰ μόνιμον ἐργασίαν. Ἀμοιβὴ ἱκανοποιητική. Πληρ. τηλ. 73-598. <box>401 290 587 314</box>
classified-ad: ΠΩΛΟΥΝΤΑΙ οἰκόπεδα πλησίον θαλάσσης, καταλληλότατα διὰ ἐξοχικὰς κατοικίας. Πληροφορίαι τηλ. 72-314. <box>218 444 395 469</box>
classified-ad: ΠΩΛΗΣΙΣ ἀκινήτων εἰς τὸ γραφεῖον κτηματικῶν συναλλαγῶν Δ. ΑΛΙΚΟΥ, Πλάτωνος 6, τηλ. 77-011. <box>218 198 395 215</box>
classified-ad: ΠΩΛΕΙΤΑΙ οἰκία διώροφος εἰς κεντρικὸν σημεῖον τῆς πόλεως, μετὰ κήπου. Πληροφορίαι ἐν τῷ γραφείῳ μας. <box>218 472 395 497</box>
article-text: ΑΘΗΝΑΙ, 8.— Ἡ ἐπιτροπὴ ἀνέθεσεν εἰς τὸν γλύπτην κ. Τόμπρον τὴν φιλοτέχνησιν τοῦ ἀνδριάντος. <box>964 498 1150 524</box>
article-text: Τὴν 21ην Ἰουνίου θὰ ἀρχίσουν αἱ ἑορταὶ τῆς πεντηκονταετηρίδος τῆς μάχης καὶ ἀπελευθερώσεως τοῦ Κιλκίς. <box>1158 985 1343 1011</box>
classified-ad: ΑΠΩΛΕΣΘΗ φάκελλος περιέχων ἔγγραφα. Ὁ εὑρὼν παρακαλεῖται νὰ τὸν ἐπιστρέψῃ ἔναντι ἀμοιβῆς. <box>593 736 778 753</box>
category-header: ΑΥΤΟΚΙΝΗΤΑ — ΜΟΤΟ <box>401 929 587 946</box>
classified-ad: ΕΝΟΙΚΙΑΖΕΤΑΙ διαμέρισμα τριῶν δωματίων μὲ καλοριφέρ, ὁδὸς Μητροπόλεως. Τηλ. 71-223. <box>218 826 395 843</box>
classified-ad: ΑΠΩΛΕΣΘΗ φάκελλος περιέχων ἔγγραφα. Ὁ εὑρὼν παρακαλεῖται νὰ τὸν ἐπιστρέψῃ ἔναντι ἀμοιβῆς. <box>593 676 778 693</box>
article-text: ΕΔΕΣΣΑ, 8.— Ἀφίχθησαν εἰς Ἔδεσσαν οἱ καθηγηταὶ τοῦ Πανεπιστημίου καὶ ἤρχισαν συσκέψεις διὰ τὴν διάσωσιν τοῦ ὑδατίνου πλούτου τῆς περιοχῆς. <box>964 282 1150 316</box>
article-text: ΑΘΗΝΑΙ, 8.— Ἐκ τοῦ ὑπουργείου Παιδείας ἀνακοινοῦται ὅτι ἐδόθησαν δωρεὰν βιβλία εἰς ἀπόρους μαθητὰς τῶν σχολείων. <box>8 468 206 495</box>
article-text: ΕΔΕΣΣΑ, 8.— Ἀφίχθησαν εἰς Ἔδεσσαν οἱ καθηγηταὶ τοῦ Πανεπιστημίου καὶ ἤρχισαν συσκέψεις διὰ τὴν διάσωσιν τοῦ ὑδατίνου πλούτου τῆς περιοχῆς. <box>964 319 1150 353</box>
classified-ad: ΔΑΝΕΙΑ χορηγοῦνται ἐπὶ ὑποθήκῃ ἀκινήτων. Διαχείρισις ταχεῖα. Τηλ. 76-988. <box>593 777 778 794</box>
classified-ad: ΒΙΟΜΗΧΑΝΙΚΗ ΕΤΑΙΡΕΙΑ ζητεῖ ἐργατοτεχνίτας διὰ μόνιμον ἐργασίαν. Ἀμοιβὴ ἱκανοποιητική. Πληρ. τηλ. 73-598. <box>593 996 778 1021</box>
classified-ad: ΖΗΤΕΙΤΑΙ ὑπάλληλος διὰ γραφεῖον, γνωρίζων γραφομηχανήν καὶ λογιστικήν. Αἰτήσεις εἰς ταχ. θυρίδα 118. <box>401 317 587 342</box>
classified-ad: ΠΩΛΟΥΝΤΑΙ μηχανήματα τυπογραφείου ἐν ἀρίστῃ καταστάσει. Τιμὴ εὐκαιρίας. Τηλ. 77-934. <box>593 278 778 295</box>
article-text: ΑΘΗΝΑΙ, 8.— Ὑπὸ τοῦ ὑπουργείου Βιομηχανίας ἐχορηγήθησαν διπλώματα εὑρεσιτεχνίας διὰ νέας ἐφευρέσεις. <box>964 868 1150 894</box>
article-text: Τὴν 21ην Ἰουνίου θὰ ἀρχίσουν αἱ ἑορταὶ τῆς πεντηκονταετηρίδος τῆς μάχης καὶ ἀπελευθερώσεως τοῦ Κιλκίς. <box>964 427 1150 452</box>
classified-ad: ΡΑΔΙΟΦΩΝΑ, ψυγεῖα, κουζίναι μὲ δόσεις. Κατάστημα Ἀγίας Σοφίας 29, τηλ. 72-173. <box>593 837 778 854</box>
article-text: ΑΘΗΝΑΙ, 8.— Οἱ ἐπιστρέψαντες ἐκ τῆς ἐξωτερικοῦ παράγοντες ἐκφράζουν τὸ ἐνδιαφέρον των διὰ τὴν ἀνάπτυξιν σχέσεων μὲ τοὺς Ἕλληνας βιομηχάνους. <box>8 274 206 300</box>
category-header: ΜΗΧΑΝΗΜΑΤΑ <box>593 119 778 136</box>
classified-ad: ΡΑΔΙΟΦΩΝΑ, ψυγεῖα, κουζίναι μὲ δόσεις. Κατάστημα Ἀγίας Σοφίας 29, τηλ. 72-173. <box>593 398 778 415</box>
article-text: Τὴν 21ην Ἰουνίου θὰ ἀρχίσουν αἱ ἑορταὶ τῆς πεντηκονταετηρίδος τῆς μάχης καὶ ἀπελευθερώσεως τοῦ Κιλκίς. <box>964 991 1150 1017</box>
headline: ΕΠΙΔΕΙΞΙΣ ΣΚΥΛΩΝ <box>1418 865 1516 876</box>
article-text: ΞΑΝΘΗ, 8.— Τὴν παρελθοῦσαν Κυριακὴν ἐγένοντο τὰ ἐγκαίνια τῆς σχολῆς ἐθελοντριῶν. <box>790 554 952 580</box>
headline: ΟΠΑΔΟΣ ΤΟΥ ΚΕΝΤΡΟΥ ΕΜΗΝΥΣΕ ΑΣΤΥΝΟΜΙΚΟΝ ΔΙΟΤΙ ΤΟΝ ΑΠΕΚΑΛΕΣΕ «ΚΟΜΜΟΥΝΙΣΤΗΝ» <box>790 591 952 633</box>
headline: ΠΑΡΑΤΗΡΕΙΤΑΙ ΑΠΡΟΘΥΜΙΑ ΤΩΝ ΝΕΩΝ ΔΙΚΗΓΟΡΩΝ ΟΠΩΣ ΥΠΗΡΕΤΗΣΟΥΝ ΕΙΣ ΤΗΝ ΕΠΑΡΧΙΑΝ ΚΑΙ ΣΤΡΑΦΟΥΝ ΠΡΟΣ ΤΟΝ ΔΙΚΑΣΤΙΚΟΝ ΚΛΑΔΟΝ <box>964 35 1343 75</box>
article-text: ΒΕΛΙΓΡΑΔΙΟΝ, 8.— Αὐστηραὶ ποιναὶ ἐπιβάλλονται εἰς τοὺς ὁδηγοὺς οἱ ὁποῖοι προκαλοῦν ἀτυχήματα. <box>1355 837 1579 855</box>
classified-ad: ΠΩΛΕΙΤΑΙ αὐτοκίνητον OPEL, μοντέλο 1958, ἐν ἀρίστῃ καταστάσει. Τηλ. 76-301. <box>401 1088 587 1105</box>
article-text: ΑΘΗΝΑΙ, 8.— Η απόδοσις εἰς τὸ ταμεῖον ἀσφαλίσεως ἐπιτελεῖται διὰ τῶν νέων διατάξεων, αἱ ὁποῖαι ὁρίζουν τὰς εἰσφορὰς τῶν Δήμων καὶ Κοινοτήτων πρὸς τὸ ταμεῖον τῶν ὑπαλλήλων των. <box>8 122 206 157</box>
classified-ad: ΠΩΛΕΙΤΑΙ αὐτοκίνητον OPEL, μοντέλο 1958, ἐν ἀρίστῃ καταστάσει. Τηλ. 76-301. <box>401 1068 587 1085</box>
classified-ad: ΠΩΛΕΙΤΑΙ πιάνο γερμανικόν, ὄρθιον, ἐν ἀρίστῃ καταστάσει. Πληροφορίαι τηλ. 72-112. <box>593 617 778 634</box>
headline: ΗΛΕΚΤΡΙΚΑΙ ΟΔΟΝΤΟΒΟΥΡΤΣΑΙ ΕΙΣ ΑΜΕΡΙΚΗΝ <box>1366 680 1568 704</box>
classified-ad: ΠΩΛΕΙΤΑΙ αὐτοκίνητον OPEL, μοντέλο 1958, ἐν ἀρίστῃ καταστάσει. Τηλ. 76-301. <box>401 1286 587 1303</box>
classified-ad: ΕΝΟΙΚΙΑΖΕΤΑΙ διαμέρισμα τριῶν δωματίων μὲ καλοριφέρ, ὁδὸς Μητροπόλεως. Τηλ. 71-223. <box>218 1302 395 1319</box>
article-text: ΒΕΛΙΓΡΑΔΙΟΝ, 8.— Αὐστηραὶ ποιναὶ ἐπιβάλλονται εἰς τοὺς ὁδηγοὺς οἱ ὁποῖοι προκαλοῦν ἀτυχήματα. <box>1355 346 1579 363</box>
classified-ad: ΠΩΛΟΥΝΤΑΙ μηχανήματα τυπογραφείου ἐν ἀρίστῃ καταστάσει. Τιμὴ εὐκαιρίας. Τηλ. 77-934. <box>593 99 778 115</box>
article-text: ΑΘΗΝΑΙ, 8.— Ὁ ἀρχηγὸς τῶν Προοδευτικῶν κ. Σπ. Μαρκεζίνης θὰ ἐκφωνήσῃ πολιτικὸν λόγον εἰς Θεσσαλονίκην. <box>1355 134 1579 151</box>
classified-ad: ΕΝΟΙΚΙΑΖΕΤΑΙ διαμέρισμα τριῶν δωματίων μὲ καλοριφέρ, ὁδὸς Μητροπόλεως. Τηλ. 71-223. <box>218 985 395 1002</box>
classified-ad: ΖΗΤΕΙΤΑΙ ὑπάλληλος διὰ γραφεῖον, γνωρίζων γραφομηχανήν καὶ λογιστικήν. Αἰτήσεις εἰς ταχ. θυρίδα 118. <box>401 762 587 787</box>
article-text: ΑΘΗΝΑΙ, 8.— Ἡ ἐπιτροπὴ ἀνέθεσεν εἰς τὸν γλύπτην κ. Τόμπρον τὴν φιλοτέχνησιν τοῦ ἀνδριάντος. <box>1158 526 1343 551</box>
category-header: ΡΑΔΙΟ Κ.Λ.Π. <box>593 299 778 315</box>
classified-ad: ΖΗΤΕΙΤΑΙ ὑπάλληλος διὰ γραφεῖον, γνωρίζων γραφομηχανήν καὶ λογιστικήν. Αἰτήσεις εἰς ταχ. θυρίδα 118. <box>593 493 778 518</box>
classified-ad: ΕΝΟΙΚΙΑΖΕΤΑΙ διαμέρισμα τριῶν δωματίων μὲ καλοριφέρ, ὁδὸς Μητροπόλεως. Τηλ. 71-223. <box>218 1044 395 1061</box>
classified-ad: ΕΝΟΙΚΙΑΖΕΤΑΙ διαμέρισμα τριῶν δωματίων μὲ καλοριφέρ, ὁδὸς Μητροπόλεως. Τηλ. 71-223. <box>218 846 395 863</box>
classified-ad: ΒΙΟΜΗΧΑΝΙΚΗ ΕΤΑΙΡΕΙΑ ζητεῖ ἐργατοτεχνίτας διὰ μόνιμον ἐργασίαν. Ἀμοιβὴ ἱκανοποιητική. Πληρ. τηλ. 73-598. <box>401 512 587 537</box>
headline: ΔΙΠΛΩΜΑΤΑ ΕΥΡΕΣΙΤΕΧΝΙΑΣ ΔΙΑ ΝΕΑΣ ΕΦΕΥΡΕΣΕΙΣ <box>986 849 1321 864</box>
classified-ad: ΠΩΛΕΙΤΑΙ αὐτοκίνητον OPEL, μοντέλο 1958, ἐν ἀρίστῃ καταστάσει. Τηλ. 76-301. <box>401 1029 587 1045</box>
category-header: ΠΙΑΝΑ <box>593 577 778 594</box>
headline: ΥΠΟΤΡΟΦΙΑ ΕΙΣ ΜΑΘΗΤΙΝ <box>803 879 938 890</box>
classified-ad: ΕΝΟΙΚΙΑΖΕΤΑΙ διαμέρισμα τριῶν δωματίων μὲ καλοριφέρ, ὁδὸς Μητροπόλεως. Τηλ. 71-223. <box>218 1322 395 1339</box>
article-text: ΑΘΗΝΑΙ, 8.— Η απόδοσις εἰς τὸ ταμεῖον ἀσφαλίσεως ἐπιτελεῖται διὰ τῶν νέων διατάξεων, αἱ ὁποῖαι ὁρίζουν τὰς εἰσφορὰς τῶν Δήμων καὶ Κοινοτήτων πρὸς τὸ ταμεῖον τῶν ὑπαλλήλων των. <box>8 85 206 119</box>
classified-ad: ΠΩΛΕΙΤΑΙ αὐτοκίνητον OPEL, μοντέλο 1958, ἐν ἀρίστῃ καταστάσει. Τηλ. 76-301. <box>401 1128 587 1145</box>
headline: ΟΙ ΠΑΡΑΓΟΝΤΕΣ ΤΗΣ Ε.Κ.Α. ΕΝΔΙΑΦΕΡΟΝΤΑΙ ΖΩΗΡΩΣ ΝΑ ΑΝΑΠΤΥΞΟΥΝ ΣΧΕΣΕΙΣ ΜΕ ΕΛΛΗΝΑΣ ΒΙΟΜΗΧΑΝΟΥΣ <box>24 167 190 213</box>
classified-ad: ΖΗΤΕΙΤΑΙ ὑπάλληλος διὰ γραφεῖον, γνωρίζων γραφομηχανήν καὶ λογιστικήν. Αἰτήσεις εἰς ταχ. θυρίδα 118. <box>401 428 587 453</box>
classified-ad: ΕΝΟΙΚΙΑΖΕΤΑΙ διαμέρισμα τριῶν δωματίων μὲ καλοριφέρ, ὁδὸς Μητροπόλεως. Τηλ. 71-223. <box>218 1005 395 1022</box>
classified-ad: ΖΗΤΕΙΤΑΙ ὑπάλληλος διὰ γραφεῖον, γνωρίζων γραφομηχανήν καὶ λογιστικήν. Αἰτήσεις εἰς ταχ. θυρίδα 118. <box>401 540 587 564</box>
headline: ΝΕΑΙ ΘΕΣΕΙΣ ΕΙΣ ΤΟ ΣΥΜΒΟΥΛΙΟΝ ΕΠΙΚΡΑΤΕΙΑΣ <box>793 701 949 724</box>
article-text: ΞΑΝΘΗ, 8.— Τὴν παρελθοῦσαν Κυριακὴν ἐγένοντο τὰ ἐγκαίνια τῆς σχολῆς ἐθελοντριῶν. <box>790 526 952 551</box>
article-text: ΑΘΗΝΑΙ, 8.— Ἀνησυχίας προκαλεῖ εἰς τοὺς κύκλους τοῦ ὑπουργείου Δικαιοσύνης ἡ ἀπροθυμία τῶν νέων δικηγόρων νὰ ὑπηρετήσουν εἰς τὴν ἐπαρχίαν. <box>1158 78 1343 113</box>
headline: ΟΙ ΠΡΑΚΤΟΡΕΣ ΛΑΧΕΙΩΝ ΔΥΝΑΝΤΑΙ ΝΑ ΠΑΡΕΧΟΥΝ ΕΓΓΥΗΣΙΝ ΕΙΣ ΟΜΟΛΟΓΙΑ <box>1355 394 1579 418</box>
headline: ΣΧΟΛΗ ΕΘΕΛΟΝΤΡΙΩΝ ΤΟΥ ΕΡΥΘΡΟΥ ΣΤΑΥΡΟΥ ΕΝΕΚΑΙΝΙΑΣΘΗ ΕΙΣ ΤΗΝ ΞΑΝΘΗΝ <box>794 476 948 523</box>
headline: ΘΑ ΑΠΕΡΓΗΣΟΥΝ ΟΙ ΤΑΧΥΔΡΟΜΙΚΟΙ ΚΑΙ ΟΙ ΥΠΑΛΛΗΛΟΙ ΤΗΣ «ΗΛΕΚΤΡΙΚΗΣ» <box>15 310 199 345</box>
cinema-when: ΑΥΡΙΟΝ <box>92 971 122 980</box>
article-text: ΑΘΗΝΑΙ, 8.— Ὁ ἀρχηγὸς τῶν Προοδευτικῶν κ. Σπ. Μαρκεζίνης θὰ ἐκφωνήσῃ πολιτικὸν λόγον εἰς Θεσσαλονίκην. <box>1355 707 1579 725</box>
article-text: ΜΥΤΙΛΗΝΗ, 8.— Μὲ ἀπόλυτον ψυχραιμίαν ὁ νεαρὸς δολοφόνος ἀνεπαρέστησε τὸν φόνον ἐνώπιον τῶν ἀρχῶν. <box>790 383 952 409</box>
article-text: ΑΘΗΝΑΙ, 8.— Ἡ ἐπιτροπὴ ἀνέθεσεν εἰς τὸν γλύπτην κ. Τόμπρον τὴν φιλοτέχνησιν τοῦ ἀνδριάντος. <box>1158 498 1343 524</box>
classified-ad: ΠΩΛΕΙΤΑΙ πιάνο γερμανικόν, ὄρθιον, ἐν ἀρίστῃ καταστάσει. Πληροφορίαι τηλ. 72-112. <box>593 597 778 614</box>
classified-ad: ΠΩΛΟΥΝΤΑΙ οἰκόπεδα πλησίον θαλάσσης, καταλληλότατα διὰ ἐξοχικὰς κατοικίας. Πληροφορίαι τηλ. 72-314. <box>218 595 395 620</box>
article-text: ΑΘΗΝΑΙ, 8.— Ὁ ἀρμόδιος ἐμπορικὸς ἀκόλουθος παρακολουθεῖ τὰς ἐργασίας τοῦ συνεδρίου τῶν ἰδιοκτητῶν κυλινδρομύλων. <box>790 85 952 111</box>
classified-ad: ΕΝΟΙΚΙΑΖΕΤΑΙ διαμέρισμα τριῶν δωματίων μὲ καλοριφέρ, ὁδὸς Μητροπόλεως. Τηλ. 71-223. <box>218 1084 395 1101</box>
article-text: ΑΘΗΝΑΙ, 8.— Ἐκ τοῦ ὑπουργείου Οἰκονομικῶν ἀνακοινοῦται ὅτι ἡ εἰσφορὰ ἐπὶ τῆς ὑπεραξίας εἶναι νόμιμος. <box>1158 625 1343 651</box>
headline: ΟΙ ΕΝΟΡΚΟΙ ΤΟΝ ΑΠΗΛΛΑΞΑΝ ΑΛΛΑ Η ΑΠΟΦΑΣΙΣ ΤΩΝ ΕΚΗΡΥΞΘΗ ΠΑΡΑΠΕΜΠΤΕΑ <box>1358 307 1576 342</box>
edu-subtitle: ΛΟΓΙΣΤΙΚΑ — ΔΑΚΤΥΛΟΓΡΑΦΙΑ <box>826 1156 916 1176</box>
classified-ad: ΠΩΛΗΣΙΣ ἀκινήτων εἰς τὸ γραφεῖον κτηματικῶν συναλλαγῶν Δ. ΑΛΙΚΟΥ, Πλάτωνος 6, τηλ. 77-011. <box>218 651 395 668</box>
article-text: ΑΘΗΝΑΙ, 8.— Διὰ νέου διατάγματος αἱ οἰκοδομικαὶ παρεκκλίσεις ὑπάγονται εἰς τὴν ἁρμοδιότητα τοῦ ὑπουργοῦ. <box>798 995 944 1021</box>
classifieds-banner: ΜΙΚΡΑΙ ΑΓΓΕΛΙΑΙ: ΠΩΛΗΣΕΙΣ - ΖΗΤΗΣΕΙΣ - ΕΝΟΙΚΙΑΣΕΙΣ <box>220 52 780 97</box>
article-text: Τὴν 21ην Ἰουνίου θὰ ἀρχίσουν αἱ ἑορταὶ τῆς πεντηκονταετηρίδος τῆς μάχης καὶ ἀπελευθερώσεως τοῦ Κιλκίς. <box>964 1020 1150 1045</box>
headline: ΜΕΤΕΒΗΣΑΝ ΕΙΣ ΕΔΕΣΣΑΝ ΟΙ ΚΑΘΗΓΗΤΑΙ ΚΑΙ ΗΡΧΙΣΑΝ ΣΥΣΚΕΨΕΙΣ ΜΕ ΑΡΜΟΔΙΟΥΣ ΠΡΟΣ ΔΙΑΣΩΣΙΝ ΤΟΥ ΥΔΑΤΙΝΟΥ ΠΛΟΥΤΟΥ <box>974 200 1333 242</box>
classified-ad: ΕΝΟΙΚΙΑΖΕΤΑΙ διαμέρισμα τριῶν δωματίων μὲ καλοριφέρ, ὁδὸς Μητροπόλεως. Τηλ. 71-223. <box>218 787 395 803</box>
classified-ad: ΖΗΤΕΙΤΑΙ ὑπάλληλος διὰ γραφεῖον, γνωρίζων γραφομηχανήν καὶ λογιστικήν. Αἰτήσεις εἰς ταχ. θυρίδα 118. <box>401 873 587 898</box>
classified-ad: ΠΩΛΗΣΙΣ ἀκινήτων εἰς τὸ γραφεῖον κτηματικῶν συναλλαγῶν Δ. ΑΛΙΚΟΥ, Πλάτωνος 6, τηλ. 77-011. <box>218 274 395 291</box>
article-text: ΕΔΕΣΣΑ, 8.— Ἀφίχθησαν εἰς Ἔδεσσαν οἱ καθηγηταὶ τοῦ Πανεπιστημίου καὶ ἤρχισαν συσκέψεις διὰ τὴν διάσωσιν τοῦ ὑδατίνου πλούτου τῆς περιοχῆς. <box>964 245 1150 280</box>
edu-subtitle: ΒΙΟΜΗΧΑΝΙΚΗ — ΑΚΑΔΗΜΙΑ ΦΙΛΟΛΟΓΙΑ — Ο.Π.Ε. <box>797 970 944 992</box>
classified-ad: ΠΩΛΟΥΝΤΑΙ οἰκόπεδα πλησίον θαλάσσης, καταλληλότατα διὰ ἐξοχικὰς κατοικίας. Πληροφορίαι τηλ. 72-314. <box>218 294 395 318</box>
article-text: ΑΘΗΝΑΙ, 8.— Ἀνησυχίας προκαλεῖ εἰς τοὺς κύκλους τοῦ ὑπουργείου Δικαιοσύνης ἡ ἀπροθυμία τῶν νέων δικηγόρων νὰ ὑπηρετήσουν εἰς τὴν ἐπαρχίαν. <box>1158 153 1343 187</box>
classified-ad: ΖΗΤΕΙΤΑΙ ὑπάλληλος διὰ γραφεῖον, γνωρίζων γραφομηχανήν καὶ λογιστικήν. Αἰτήσεις εἰς ταχ. θυρίδα 118. <box>401 484 587 509</box>
classified-ad: ΑΠΩΛΕΣΘΗ φάκελλος περιέχων ἔγγραφα. Ὁ εὑρὼν παρακαλεῖται νὰ τὸν ἐπιστρέψῃ ἔναντι ἀμοιβῆς. <box>593 716 778 733</box>
classified-ad: ΕΝΟΙΚΙΑΖΕΤΑΙ διαμέρισμα τριῶν δωματίων μὲ καλοριφέρ, ὁδὸς Μητροπόλεως. Τηλ. 71-223. <box>218 1124 395 1141</box>
classified-ad: ΠΩΛΗΣΙΣ ἀκινήτων εἰς τὸ γραφεῖον κτηματικῶν συναλλαγῶν Δ. ΑΛΙΚΟΥ, Πλάτωνος 6, τηλ. 77-011. <box>218 349 395 366</box>
article-text: ΑΘΗΝΑΙ, 8.— Ὁ ἀρμόδιος ἐμπορικὸς ἀκόλουθος παρακολουθεῖ τὰς ἐργασίας τοῦ συνεδρίου τῶν ἰδιοκτητῶν κυλινδρομύλων. <box>800 1116 941 1150</box>
edu-title: ΦΡΟΝΤΙΣΤΗΡΙΑ ΚΑΙ ΣΧΟΛΑΙ <box>796 930 945 964</box>
classified-ad: ΖΗΤΕΙΤΑΙ ὑπάλληλος διὰ γραφεῖον, γνωρίζων γραφομηχανήν καὶ λογιστικήν. Αἰτήσεις εἰς ταχ. θυρίδα 118. <box>401 262 587 287</box>
classified-ad: ΡΑΔΙΟΦΩΝΑ, ψυγεῖα, κουζίναι μὲ δόσεις. Κατάστημα Ἀγίας Σοφίας 29, τηλ. 72-173. <box>593 358 778 375</box>
column-rule <box>211 30 212 2311</box>
classified-ad: ΠΩΛΗΣΙΣ ἀκινήτων εἰς τὸ γραφεῖον κτηματικῶν συναλλαγῶν Δ. ΑΛΙΚΟΥ, Πλάτωνος 6, τηλ. 77-011. <box>218 123 395 140</box>
classified-ad: ΠΩΛΕΙΤΑΙ οἰκία διώροφος εἰς κεντρικὸν σημεῖον τῆς πόλεως, μετὰ κήπου. Πληροφορίαι ἐν τῷ γραφείῳ μας. <box>401 99 587 115</box>
classified-ad: ΠΩΛΟΥΝΤΑΙ μηχανήματα τυπογραφείου ἐν ἀρίστῃ καταστάσει. Τιμὴ εὐκαιρίας. Τηλ. 77-934. <box>593 139 778 156</box>
article-text: ΑΘΗΝΑΙ, 8.— Ἐκ τοῦ ὑπουργείου Παιδείας ἀνακοινοῦται ὅτι ἐδόθησαν δωρεὰν βιβλία εἰς ἀπόρους μαθητὰς τῶν σχολείων. <box>8 526 206 551</box>
classified-ad: ΕΝΟΙΚΙΑΖΕΤΑΙ διαμέρισμα τριῶν δωματίων μὲ καλοριφέρ, ὁδὸς Μητροπόλεως. Τηλ. 71-223. <box>218 1025 395 1041</box>
classified-ad: ΕΝΟΙΚΙΑΖΕΤΑΙ διαμέρισμα τριῶν δωματίων μὲ καλοριφέρ, ὁδὸς Μητροπόλεως. Τηλ. 71-223. <box>218 1163 395 1180</box>
article-text: ΑΘΗΝΑΙ, 8.— Ὅργανα τῆς Τροχαίας κατήγγειλαν ὁδηγοὺς ἀναπτύξαντας μεγάλην ταχύτητα ἐντὸς τῆς πόλεως. <box>8 629 206 655</box>
column-rule <box>784 30 785 2311</box>
article-text: ΑΘΗΝΑΙ, 8.— Ἐκ τοῦ ὑπουργείου Οἰκονομικῶν ἀνακοινοῦται ὅτι ἡ εἰσφορὰ ἐπὶ τῆς ὑπεραξίας εἶναι νόμιμος. <box>1158 682 1343 708</box>
classified-ad: ΕΝΟΙΚΙΑΖΕΤΑΙ διαμέρισμα τριῶν δωματίων μὲ καλοριφέρ, ὁδὸς Μητροπόλεως. Τηλ. 71-223. <box>218 767 395 784</box>
article-text: ΑΘΗΝΑΙ, 8.— Διὰ νέου διατάγματος αἱ οἰκοδομικαὶ παρεκκλίσεις ὑπάγονται εἰς τὴν ἁρμοδιότητα τοῦ ὑπουργοῦ. <box>790 239 952 266</box>
column-rule <box>1349 30 1350 2311</box>
classified-ad: ΠΩΛΕΙΤΑΙ πιάνο γερμανικόν, ὄρθιον, ἐν ἀρίστῃ καταστάσει. Πληροφορίαι τηλ. 72-112. <box>593 637 778 654</box>
category-header: ΕΝΟΙΚΙΑΣΕΙΣ <box>218 727 395 744</box>
article-text: Ἐπρογραμματίσθη ἡ γενικὴ συνέλευσις τοῦ Ἐμπορικοῦ Συλλόγου διὰ τὴν ἐξέτασιν τῶν ἐκκρεμῶν ζητημάτων. <box>1158 810 1343 836</box>
article-text: ΑΡΓΟΣΤΟΛΙ, 8.— Ἐνώπιον τοῦ Πταισματοδικείου ἐκδικάζεται ἡ μήνυσις ὀπαδοῦ τοῦ Κέντρου. <box>790 665 952 690</box>
article-text: Τὴν 21ην Ἰουνίου θὰ ἀρχίσουν αἱ ἑορταὶ τῆς πεντηκονταετηρίδος τῆς μάχης καὶ ἀπελευθερώσεως τοῦ Κιλκίς. <box>964 399 1150 425</box>
article-text: ΒΕΛΙΓΡΑΔΙΟΝ, 8.— Αὐστηραὶ ποιναὶ ἐπιβάλλονται εἰς τοὺς ὁδηγοὺς οἱ ὁποῖοι προκαλοῦν ἀτυχήματα. <box>1355 653 1579 671</box>
classified-ad: ΒΙΟΜΗΧΑΝΙΚΗ ΕΤΑΙΡΕΙΑ ζητεῖ ἐργατοτεχνίτας διὰ μόνιμον ἐργασίαν. Ἀμοιβὴ ἱκανοποιητική. Πληρ. τηλ. 73-598. <box>401 678 587 703</box>
headline: ΕΞΑΦΑΝΙΣΙΣ <box>836 1192 906 1204</box>
classified-ad: ΠΩΛΟΥΝΤΑΙ μηχανήματα τυπογραφείου ἐν ἀρίστῃ καταστάσει. Τιμὴ εὐκαιρίας. Τηλ. 77-934. <box>593 179 778 195</box>
classified-ad: ΒΙΟΜΗΧΑΝΙΚΗ ΕΤΑΙΡΕΙΑ ζητεῖ ἐργατοτεχνίτας διὰ μόνιμον ἐργασίαν. Ἀμοιβὴ ἱκανοποιητική. Πληρ. τηλ. 73-598. <box>401 901 587 925</box>
classified-ad: ΖΗΤΕΙΤΑΙ ὑπάλληλος διὰ γραφεῖον, γνωρίζων γραφομηχανήν καὶ λογιστικήν. Αἰτήσεις εἰς ταχ. θυρίδα 118. <box>593 1024 778 1048</box>
